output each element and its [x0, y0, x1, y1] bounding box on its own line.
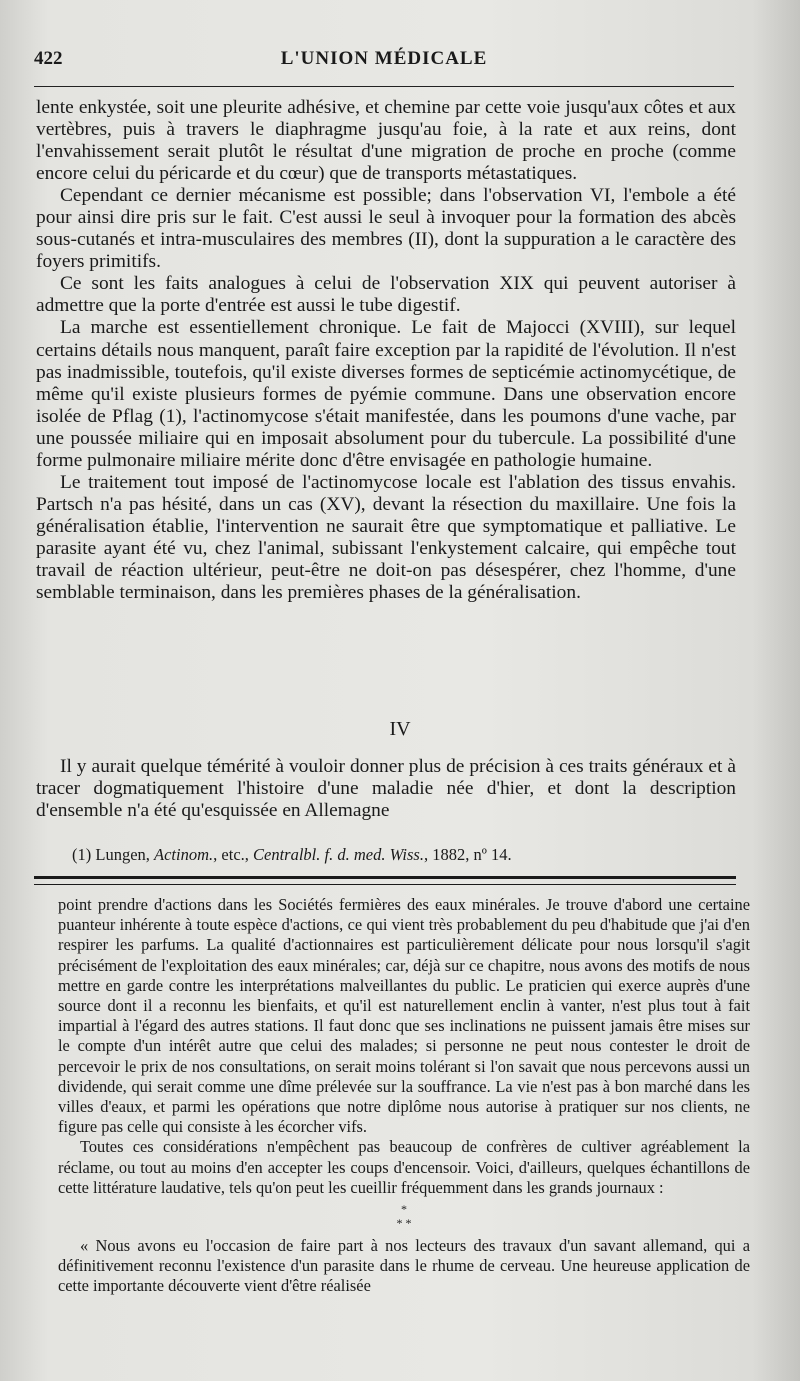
page-number: 422: [34, 48, 63, 69]
footnote-text: , 1882, nº 14.: [423, 845, 512, 864]
footnote-marker: (1) Lungen,: [72, 845, 155, 864]
main-text: [36, 97, 736, 604]
running-title: L'UNION MÉDICALE: [280, 48, 488, 69]
section-heading: IV: [389, 718, 411, 740]
asterism-bottom: * *: [396, 1216, 412, 1231]
asterism-top: *: [401, 1202, 407, 1217]
paragraph: Ce sont les faits analogues à celui de l'observation XIX qui peuvent autoriser à admettre que la porte d'entrée est aussi le tube digestif.: [36, 273, 736, 317]
paragraph: « Nous avons eu l'occasion de faire part à nos lecteurs des travaux d'un savant allemand, qui a définitivement reconnu l'existence d'un parasite dans le rhume de cerveau. Une heureuse application de cette importante découverte vient d'être réalisée: [58, 1236, 750, 1296]
asterism: [58, 1202, 750, 1230]
footnote-work-title: Actinom.: [154, 845, 214, 864]
paragraph: lente enkystée, soit une pleurite adhésive, et chemine par cette voie jusqu'aux côtes et aux vertèbres, puis à travers le diaphragme jusqu'au foie, à la rate et aux reins, dont l'envahissement serait plutôt le résultat d'une migration de proche en proche (comme encore celui du péricarde et du cœur) que de transports métastatiques.: [36, 97, 736, 185]
paragraph: Toutes ces considérations n'empêchent pas beaucoup de confrères de cultiver agréablement la réclame, ou tout au moins d'en accepter les coups d'encensoir. Voici, d'ailleurs, quelques échantillons de cette littérature laudative, tels qu'on peut les cueillir fréquemment dans les grands journaux :: [58, 1137, 750, 1197]
footnote-text: , etc.,: [213, 845, 254, 864]
footnote-journal: Centralbl. f. d. med. Wiss.: [253, 845, 424, 864]
footnote: [72, 845, 732, 865]
page-header: [34, 48, 734, 74]
paragraph: Le traitement tout imposé de l'actinomycose locale est l'ablation des tissus envahis. Partsch n'a pas hésité, dans un cas (XV), devant la résection du maxillaire. Une fois la généralisation établie, l'intervention ne saurait être que symptomatique et palliative. Le parasite ayant été vu, chez l'animal, subissant l'enkystement calcaire, qui empêche tout travail de réaction ultérieur, peut-être ne doit-on pas désespérer, chez l'homme, d'une semblable terminaison, dans les premières phases de la généralisation.: [36, 471, 736, 604]
quotation: [58, 1236, 750, 1297]
paragraph: Il y aurait quelque témérité à vouloir donner plus de précision à ces traits généraux et à tracer dogmatiquement l'histoire d'une maladie née d'hier, et dont la description d'ensemble n'a été qu'esquissée en Allemagne: [36, 756, 736, 822]
paragraph: Cependant ce dernier mécanisme est possible; dans l'observation VI, l'embole a été pour ainsi dire pris sur le fait. C'est aussi le seul à invoquer pour la formation des abcès sous-cutanés et intra-musculaires des membres (II), dont la suppuration a le caractère des foyers primitifs.: [36, 185, 736, 273]
header-rule: [34, 86, 734, 87]
feuilleton-divider: [34, 876, 736, 885]
feuilleton: [58, 895, 750, 1297]
paragraph: point prendre d'actions dans les Sociétés fermières des eaux minérales. Je trouve d'abord une certaine puanteur inhérente à toute espèce d'actions, ce qui vient très probablement du peu d'habitude que j'ai d'en respirer les parfums. La qualité d'actionnaires est particulièrement délicate pour nous lorsqu'il s'agit précisément de l'exploitation des eaux minérales; car, déjà sur ce chapitre, nous avons des motifs de nous mettre en garde contre les interprétations malveillantes du public. Le praticien qui exerce auprès d'une source dont il a reconnu les bienfaits, et qu'il est naturellement enclin à vanter, n'est plus tout à fait impartial à l'égard des autres stations. Il faut donc que ses inclinations ne puissent jamais être mises sur le compte d'un intérêt autre que celui des malades; si personne ne peut nous contester le droit de percevoir le prix de nos consultations, on serait moins tolérant si l'on savait que nous percevons aussi un dividende, qui serait comme une dîme prélevée sur la souffrance. La vie n'est pas à bon marché dans les villes d'eaux, et parmi les opérations que notre diplôme nous autorise à pratiquer sur nos clients, ne figure pas celle qui consiste à les écorcher vifs.: [58, 895, 750, 1137]
section-text: [36, 756, 736, 822]
paragraph: La marche est essentiellement chronique. Le fait de Majocci (XVIII), sur lequel certains détails nous manquent, paraît faire exception par la rapidité de l'évolution. Il n'est pas inadmissible, toutefois, qu'il existe diverses formes de septicémie actinomycétique, de même qu'il existe plusieurs formes de pyémie commune. Dans une observation encore isolée de Pflag (1), l'actinomycose s'était manifestée, dans les poumons d'une vache, par une poussée miliaire qui en imposait absolument pour du tubercule. La possibilité d'une forme pulmonaire miliaire mérite donc d'être envisagée en pathologie humaine.: [36, 317, 736, 471]
